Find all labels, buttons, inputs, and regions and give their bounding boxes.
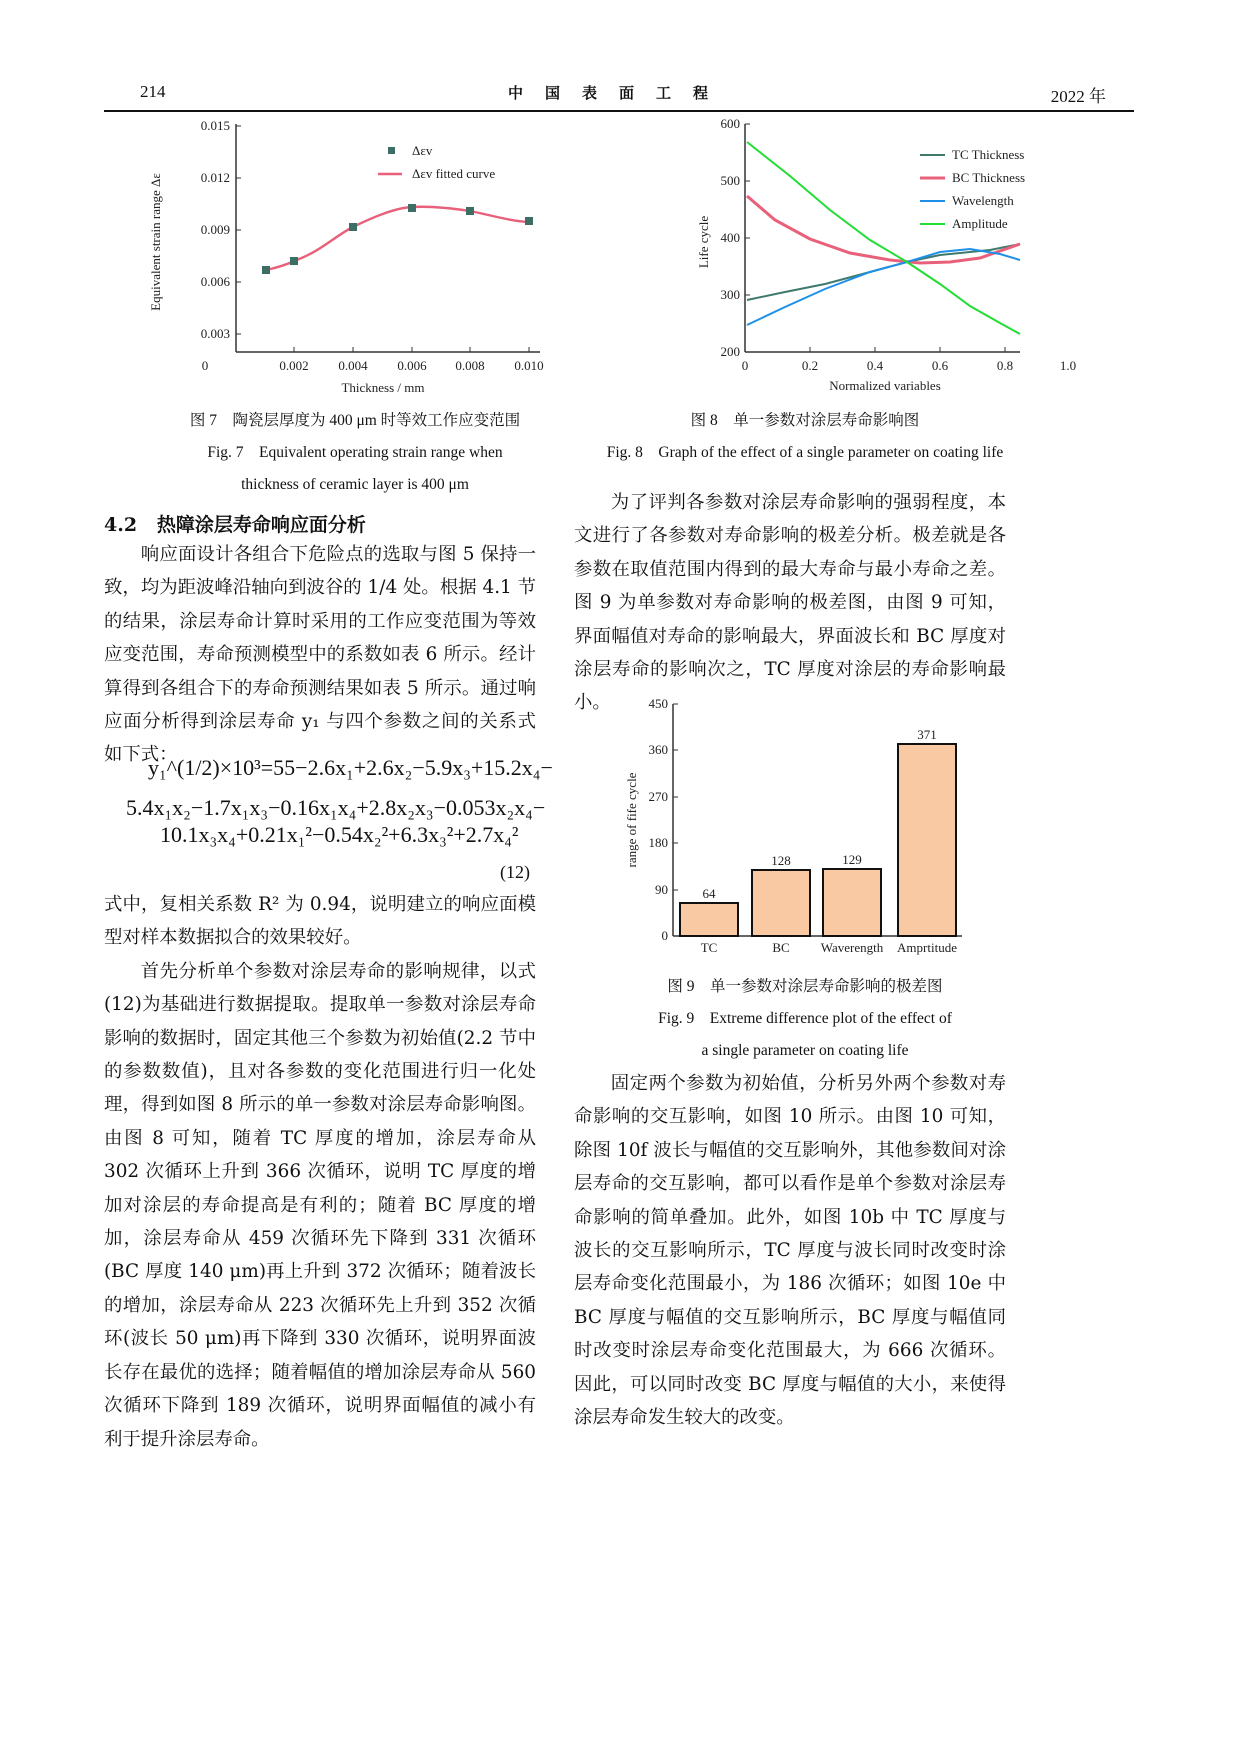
legend-points: Δεv [412, 143, 433, 158]
legend-fitted: Δεv fitted curve [412, 166, 496, 181]
legend-wavelength: Wavelength [952, 193, 1014, 208]
fig7-caption-cn: 图 7 陶瓷层厚度为 400 μm 时等效工作应变范围 [189, 412, 521, 429]
svg-text:360: 360 [648, 742, 668, 757]
equation-line-2: 5.4x₁x₂−1.7x₁x₃−0.16x₁x₄+2.8x₂x₃−0.053x₂x₄− [126, 795, 546, 820]
figure-7-chart [140, 112, 560, 402]
fig9-ylabel: range of fife cycle [624, 772, 639, 868]
left-paragraph-1: 响应面设计各组合下危险点的选取与图 5 保持一致，均为距波峰沿轴向到波谷的 1/4 处。根据 4.1 节的结果，涂层寿命计算时采用的工作应变范围为等效应变范围，寿命预测模型中的系数如表 6 所示。经计算得到各组合下的寿命预测结果如表 5 所示。通过响应面分析得到涂层寿命 y₁ 与四个参数之间的关系式如下式： [104, 544, 536, 766]
figure-9-chart [600, 690, 1020, 965]
svg-text:TC: TC [700, 940, 718, 955]
svg-text:0.012: 0.012 [200, 170, 230, 185]
svg-text:600: 600 [720, 116, 740, 131]
equation-line-3: 10.1x₃x₄+0.21x₁²−0.54x₂²+6.3x₃²+2.7x₄² [160, 822, 519, 847]
svg-text:0.003: 0.003 [200, 326, 230, 341]
svg-text:400: 400 [720, 230, 740, 245]
year: 2022 年 [1050, 87, 1106, 106]
svg-text:0.006: 0.006 [200, 274, 230, 289]
legend-amplitude: Amplitude [952, 216, 1008, 231]
svg-text:0.006: 0.006 [397, 358, 427, 373]
fig8-caption-cn: 图 8 单一参数对涂层寿命影响图 [690, 412, 920, 429]
figure-8-chart [600, 112, 1077, 402]
svg-text:1.0: 1.0 [1059, 358, 1077, 373]
svg-text:0: 0 [201, 358, 209, 373]
fig8-caption-en: Fig. 8 Graph of the effect of a single parameter on coating life [606, 444, 1004, 461]
svg-text:450: 450 [648, 696, 668, 711]
fig9-caption-en-2: a single parameter on coating life [701, 1042, 909, 1059]
fig9-caption-en-1: Fig. 9 Extreme difference plot of the effect of [658, 1010, 952, 1027]
right-paragraph-1: 为了评判各参数对涂层寿命影响的强弱程度，本文进行了各参数对寿命影响的极差分析。极差就是各参数在取值范围内得到的最大寿命与最小寿命之差。图 9 为单参数对寿命影响的极差图，由图 9 可知，界面幅值对寿命的影响最大，界面波长和 BC 厚度对涂层寿命的影响次之，TC 厚度对涂层的寿命影响最小。 [574, 492, 1006, 714]
svg-text:0.002: 0.002 [279, 358, 309, 373]
equation-number: (12) [500, 862, 530, 882]
journal-title: 中国表面工程 [507, 84, 730, 102]
svg-text:0.004: 0.004 [338, 358, 368, 373]
svg-text:64: 64 [702, 886, 716, 901]
svg-text:0.008: 0.008 [455, 358, 485, 373]
svg-text:500: 500 [720, 173, 740, 188]
left-paragraph-2: 式中，复相关系数 R² 为 0.94，说明建立的响应面模型对样本数据拟合的效果较好。 首先分析单个参数对涂层寿命的影响规律，以式(12)为基础进行数据提取。提取单一参数对涂层寿命影响的数据时，固定其他三个参数为初始值(2.2 节中的参数数值)，且对各参数的变化范围进行归一化处理，得到如图 8 所示的单一参数对涂层寿命影响图。由图 8 可知，随着 TC 厚度的增加，涂层寿命从 302 次循环上升到 366 次循环，说明 TC 厚度的增加对涂层的寿命提高是有利的；随着 BC 厚度的增加，涂层寿命从 459 次循环先下降到 331 次循环(BC 厚度 140 μm)再上升到 372 次循环；随着波长的增加，涂层寿命从 223 次循环先上升到 352 次循环(波长 50 μm)再下降到 330 次循环，说明界面波长存在最优的选择；随着幅值的增加涂层寿命从 560 次循环下降到 189 次循环，说明界面幅值的减小有利于提升涂层寿命。 [104, 894, 536, 1450]
running-header [104, 74, 1134, 112]
svg-text:180: 180 [648, 835, 668, 850]
svg-text:0: 0 [741, 358, 749, 373]
section-title: 热障涂层寿命响应面分析 [156, 514, 366, 536]
svg-text:300: 300 [720, 287, 740, 302]
svg-text:Waverength: Waverength [820, 940, 884, 955]
svg-text:Normalized variables: Normalized variables [829, 378, 941, 393]
fig7-caption-en-2: thickness of ceramic layer is 400 μm [241, 476, 469, 493]
equation-line-1: y₁^(1/2)×10³=55−2.6x₁+2.6x₂−5.9x₃+15.2x₄− [148, 755, 553, 780]
fig9-caption-cn: 图 9 单一参数对涂层寿命影响的极差图 [667, 978, 943, 995]
fig7-caption-en-1: Fig. 7 Equivalent operating strain range when [207, 444, 503, 461]
svg-text:0.015: 0.015 [200, 118, 230, 133]
svg-text:Equivalent strain range Δε: Equivalent strain range Δε [148, 173, 163, 311]
svg-text:0.009: 0.009 [200, 222, 230, 237]
svg-text:Life cycle: Life cycle [696, 215, 711, 269]
svg-text:0.8: 0.8 [996, 358, 1014, 373]
svg-text:0.010: 0.010 [514, 358, 544, 373]
svg-text:371: 371 [917, 727, 937, 742]
section-heading [104, 510, 366, 537]
svg-text:0.4: 0.4 [866, 358, 884, 373]
svg-text:128: 128 [771, 853, 791, 868]
svg-text:90: 90 [655, 882, 668, 897]
right-paragraph-2: 固定两个参数为初始值，分析另外两个参数对寿命影响的交互影响，如图 10 所示。由图 10 可知，除图 10f 波长与幅值的交互影响外，其他参数间对涂层寿命的交互影响，都可以看作是单个参数对涂层寿命影响的简单叠加。此外，如图 10b 中 TC 厚度与波长的交互影响所示，TC 厚度与波长同时改变时涂层寿命变化范围最小，为 186 次循环；如图 10e 中 BC 厚度与幅值的交互影响所示，BC 厚度与幅值同时改变时涂层寿命变化范围最大，为 666 次循环。因此，可以同时改变 BC 厚度与幅值的大小，来使得涂层寿命发生较大的改变。 [574, 1073, 1006, 1429]
page-number: 214 [140, 82, 166, 101]
svg-text:0.6: 0.6 [931, 358, 949, 373]
svg-text:129: 129 [842, 852, 862, 867]
svg-text:0.2: 0.2 [801, 358, 819, 373]
legend-tc: TC Thickness [952, 147, 1025, 162]
svg-text:BC: BC [772, 940, 790, 955]
section-number: 4.2 [104, 514, 138, 536]
legend-bc: BC Thickness [952, 170, 1026, 185]
svg-text:270: 270 [648, 789, 668, 804]
svg-text:200: 200 [720, 344, 740, 359]
svg-text:0: 0 [661, 928, 668, 943]
svg-text:Thickness / mm: Thickness / mm [341, 380, 425, 395]
svg-text:Amprtitude: Amprtitude [897, 940, 957, 955]
